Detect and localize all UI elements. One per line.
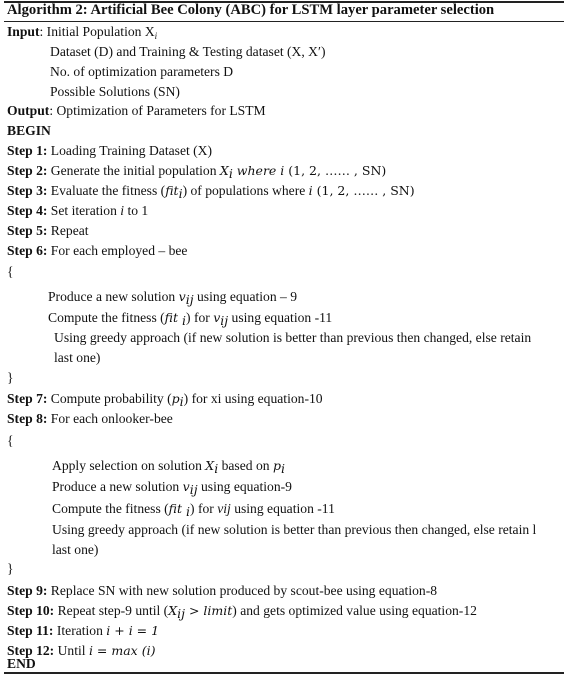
output-text: : Optimization of Parameters for LSTM <box>49 103 266 118</box>
block8-line-2 <box>52 479 292 498</box>
text: based on <box>218 458 273 473</box>
math-sub: i <box>214 461 219 476</box>
step-text: Compute probability ( <box>47 391 172 406</box>
output-line <box>7 103 266 119</box>
step-text: Repeat step-9 until ( <box>54 603 169 618</box>
math-var: fit <box>168 501 187 516</box>
step-label: Step 2: <box>7 163 48 178</box>
open-brace: { <box>7 433 14 448</box>
math-range: (1, 2, …… , SN) <box>316 183 415 198</box>
step-9 <box>7 583 437 599</box>
input-item-dataset: Dataset (D) and Training & Testing dataset (X, X′) <box>50 44 326 59</box>
math-sub: i <box>182 313 187 328</box>
step-3 <box>7 183 415 202</box>
step-text: For each onlooker-bee <box>47 411 173 426</box>
step-label: Step 5: <box>7 223 48 238</box>
step-label: Step 12: <box>7 643 55 658</box>
block6-line-2 <box>48 310 332 329</box>
block6-line-4: last one) <box>54 350 101 365</box>
block8-line-5: last one) <box>52 542 99 557</box>
block8-line-1 <box>52 458 285 477</box>
math-var: p <box>171 391 180 406</box>
open-brace: { <box>7 264 14 279</box>
step-text: Loading Training Dataset (X) <box>47 143 213 158</box>
input-sub: i <box>154 31 158 41</box>
math-var-2: i <box>308 183 317 198</box>
text: Produce a new solution <box>52 479 183 494</box>
step-text: Set iteration <box>47 203 121 218</box>
math-text: where i <box>232 163 289 178</box>
block8-line-4: Using greedy approach (if new solution is better than previous then changed, else retain l <box>52 522 537 537</box>
input-line <box>7 24 157 44</box>
text: ) for <box>186 310 214 325</box>
step-label: Step 7: <box>7 391 48 406</box>
math-var-2: v <box>213 310 221 325</box>
step-11 <box>7 623 159 639</box>
title-rule <box>4 21 564 22</box>
step-label: Step 8: <box>7 411 48 426</box>
input-item-solutions: Possible Solutions (SN) <box>50 84 180 99</box>
math-var: X <box>168 603 178 618</box>
math-sub: i <box>228 166 233 181</box>
math-sub: ij <box>185 292 194 307</box>
algorithm-title: Algorithm 2: Artificial Bee Colony (ABC) for LSTM layer parameter selection <box>7 2 495 18</box>
text: using equation -11 <box>228 310 333 325</box>
math-var: fit <box>165 183 179 198</box>
math-range: (1, 2, …… , SN) <box>288 163 387 178</box>
math-sub: i <box>178 186 183 201</box>
text: Compute the fitness ( <box>48 310 165 325</box>
math-cond: > limit <box>185 603 233 618</box>
text: ) for <box>190 501 218 516</box>
step-10 <box>7 603 477 622</box>
text: Apply selection on solution <box>52 458 206 473</box>
step-text-2: ) for xi using equation-10 <box>183 391 323 406</box>
step-1 <box>7 143 212 159</box>
text: Produce a new solution <box>48 289 179 304</box>
step-label: Step 4: <box>7 203 48 218</box>
step-label: Step 9: <box>7 583 48 598</box>
step-text: Replace SN with new solution produced by scout-bee using equation-8 <box>47 583 438 598</box>
block6-line-1 <box>48 289 297 308</box>
math-sub: i <box>179 394 184 409</box>
step-text-2: ) of populations where <box>182 183 309 198</box>
step-text: For each employed – bee <box>47 243 188 258</box>
text: using equation-9 <box>197 479 292 494</box>
math-expr-2: (i) <box>141 643 156 658</box>
step-5 <box>7 223 89 239</box>
step-text-2: ) and gets optimized value using equation-12 <box>232 603 477 618</box>
step-4 <box>7 203 148 219</box>
block6-line-3: Using greedy approach (if new solution is better than previous then changed, else retain <box>54 330 532 345</box>
step-label: Step 6: <box>7 243 48 258</box>
step-label: Step 1: <box>7 143 48 158</box>
math-var: v <box>182 479 190 494</box>
math-sub: ij <box>177 606 185 621</box>
step-label: Step 11: <box>7 623 54 638</box>
input-text: : Initial Population X <box>39 24 155 39</box>
close-brace: } <box>7 561 14 576</box>
step-text: Repeat <box>47 223 89 238</box>
math-expr: i = max <box>88 643 142 658</box>
step-2 <box>7 163 386 182</box>
text: using equation -11 <box>230 501 335 516</box>
math-expr: i + i = 1 <box>106 623 160 638</box>
math-var: X <box>205 458 215 473</box>
step-6 <box>7 243 187 259</box>
step-7 <box>7 391 323 410</box>
math-var: fit <box>164 310 183 325</box>
close-brace: } <box>7 370 14 385</box>
end-keyword: END <box>7 656 36 671</box>
step-text: Generate the initial population <box>47 163 220 178</box>
text: using equation – 9 <box>193 289 298 304</box>
block8-line-3 <box>52 501 335 520</box>
step-text-2: to 1 <box>124 203 149 218</box>
math-sub: i <box>186 504 191 519</box>
begin-keyword: BEGIN <box>7 123 51 138</box>
math-var-2: p <box>272 458 281 473</box>
input-item-parameters: No. of optimization parameters D <box>50 64 234 79</box>
step-label: Step 10: <box>7 603 55 618</box>
input-label: Input <box>7 24 40 39</box>
math-sub-2: i <box>280 461 285 476</box>
math-var: X <box>219 163 229 178</box>
step-text: Iteration <box>53 623 107 638</box>
step-label: Step 3: <box>7 183 48 198</box>
math-var: i <box>120 203 125 218</box>
math-var: v <box>178 289 186 304</box>
step-text: Until <box>54 643 89 658</box>
output-label: Output <box>7 103 50 118</box>
step-text: Evaluate the fitness ( <box>47 183 166 198</box>
step-8 <box>7 411 173 427</box>
math-sub: ij <box>189 482 198 497</box>
math-sub-2: ij <box>220 313 229 328</box>
bottom-rule <box>4 672 564 674</box>
text: Compute the fitness ( <box>52 501 169 516</box>
math-var-2: vij <box>217 501 231 516</box>
